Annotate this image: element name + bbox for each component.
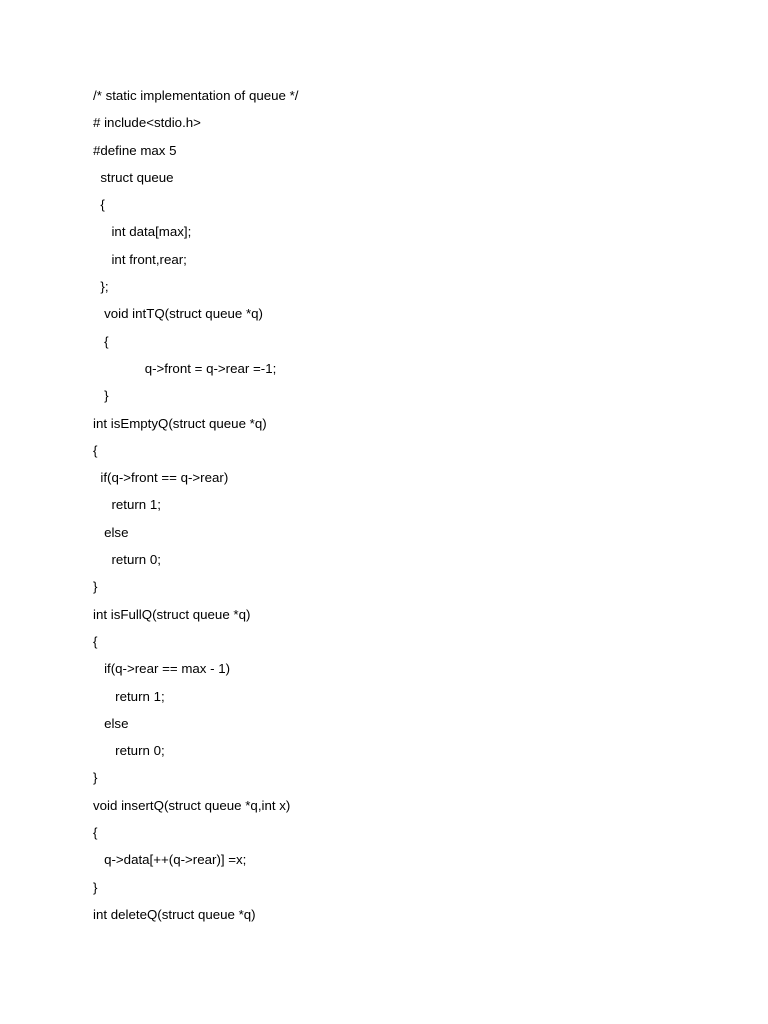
code-line: #define max 5 — [93, 142, 177, 158]
code-line: } — [93, 388, 109, 404]
code-listing — [93, 86, 713, 932]
code-line: return 1; — [93, 688, 165, 704]
code-line: struct queue — [93, 169, 174, 185]
code-line: { — [93, 197, 105, 213]
code-line: q->front = q->rear =-1; — [93, 360, 277, 376]
code-line: if(q->front == q->rear) — [93, 470, 229, 486]
code-line: # include<stdio.h> — [93, 115, 201, 131]
code-line: /* static implementation of queue */ — [93, 88, 299, 103]
code-line: q->data[++(q->rear)] =x; — [93, 852, 247, 868]
code-line: if(q->rear == max - 1) — [93, 661, 231, 677]
code-line: { — [93, 825, 98, 841]
code-line: { — [93, 633, 98, 649]
code-line: int isFullQ(struct queue *q) — [93, 606, 251, 622]
code-line: return 0; — [93, 743, 165, 759]
code-line: else — [93, 524, 129, 540]
code-line: void intTQ(struct queue *q) — [93, 306, 263, 322]
code-line: int front,rear; — [93, 251, 187, 267]
code-line: return 1; — [93, 497, 161, 513]
code-line: int isEmptyQ(struct queue *q) — [93, 415, 267, 431]
code-line: int data[max]; — [93, 224, 192, 240]
code-line: { — [93, 442, 98, 458]
code-line: } — [93, 879, 98, 895]
code-line: } — [93, 579, 98, 595]
code-line: else — [93, 715, 129, 731]
code-line: return 0; — [93, 552, 161, 568]
code-line: void insertQ(struct queue *q,int x) — [93, 797, 291, 813]
code-line: }; — [93, 279, 109, 295]
code-line: } — [93, 770, 98, 786]
code-line: { — [93, 333, 109, 349]
code-line: int deleteQ(struct queue *q) — [93, 906, 256, 922]
